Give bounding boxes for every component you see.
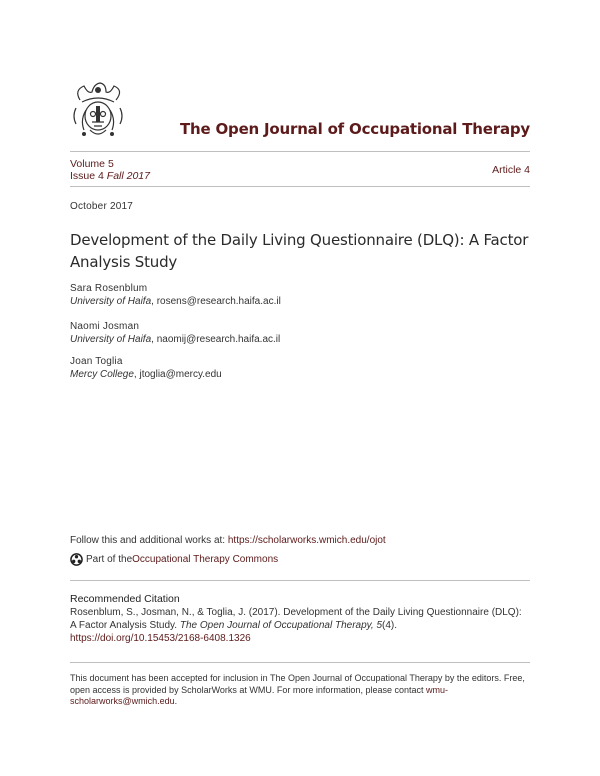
citation-journal: The Open Journal of Occupational Therapy, 5 <box>179 620 383 631</box>
contact-email-link[interactable]: wmu-scholarworks@wmich.edu <box>70 684 448 706</box>
part-of-line <box>70 553 278 566</box>
author-name: Sara Rosenblum <box>70 283 148 294</box>
author-name: Naomi Josman <box>70 321 140 332</box>
issue-season: Fall 2017 <box>106 170 150 182</box>
access-notice <box>70 673 530 708</box>
journal-title-link[interactable]: The Open Journal of Occupational Therapy <box>179 120 530 138</box>
author-affiliation <box>70 368 222 381</box>
part-of-prefix: Part of the <box>86 554 133 565</box>
citation-divider <box>70 580 530 581</box>
doi-link[interactable]: https://doi.org/10.15453/2168-6408.1326 <box>70 633 251 644</box>
issue-link[interactable] <box>70 170 150 182</box>
publication-date: October 2017 <box>70 201 133 212</box>
author-email: , naomij@research.haifa.ac.il <box>151 334 281 345</box>
university-seal-logo <box>70 80 126 142</box>
ojot-link[interactable]: https://scholarworks.wmich.edu/ojot <box>227 535 386 546</box>
author-email: , jtoglia@mercy.edu <box>133 369 222 380</box>
author-affiliation <box>70 333 280 346</box>
follow-prefix: Follow this and additional works at: <box>70 535 228 546</box>
occupational-therapy-commons-link[interactable]: Occupational Therapy Commons <box>132 554 279 565</box>
author-institution: Mercy College <box>70 369 134 380</box>
author-institution: University of Haifa <box>70 296 152 307</box>
article-title: Development of the Daily Living Questionnaire (DLQ): A Factor Analysis Study <box>70 231 529 271</box>
author-institution: University of Haifa <box>70 334 152 345</box>
issue-info <box>70 158 150 182</box>
notice-divider <box>70 662 530 663</box>
author-email: , rosens@research.haifa.ac.il <box>151 296 281 307</box>
volume-link[interactable]: Volume 5 <box>70 158 114 170</box>
citation-issue: (4). <box>382 620 398 631</box>
notice-text: This document has been accepted for inclusion in The Open Journal of Occupational Therapy by the editors. Free, open access is provided by ScholarWorks at WMU. For more information, please contact <box>70 673 525 695</box>
author-3 <box>70 355 222 381</box>
commons-network-icon <box>70 553 83 566</box>
author-name: Joan Toglia <box>70 356 123 367</box>
notice-end: . <box>174 696 178 706</box>
author-affiliation <box>70 295 281 308</box>
header-divider <box>70 151 530 152</box>
citation-authors: Rosenblum, S., Josman, N., & Toglia, J. (2017). Development of the Daily Living Questionnaire (DLQ): A Factor Analysis Study. <box>70 607 522 631</box>
issue-divider <box>70 186 530 187</box>
author-2 <box>70 320 280 346</box>
article-number: Article 4 <box>492 164 530 176</box>
citation-heading: Recommended Citation <box>70 593 180 605</box>
issue-number: Issue 4 <box>70 170 107 182</box>
follow-line <box>70 535 386 546</box>
author-1 <box>70 282 281 308</box>
citation-text <box>70 606 530 645</box>
